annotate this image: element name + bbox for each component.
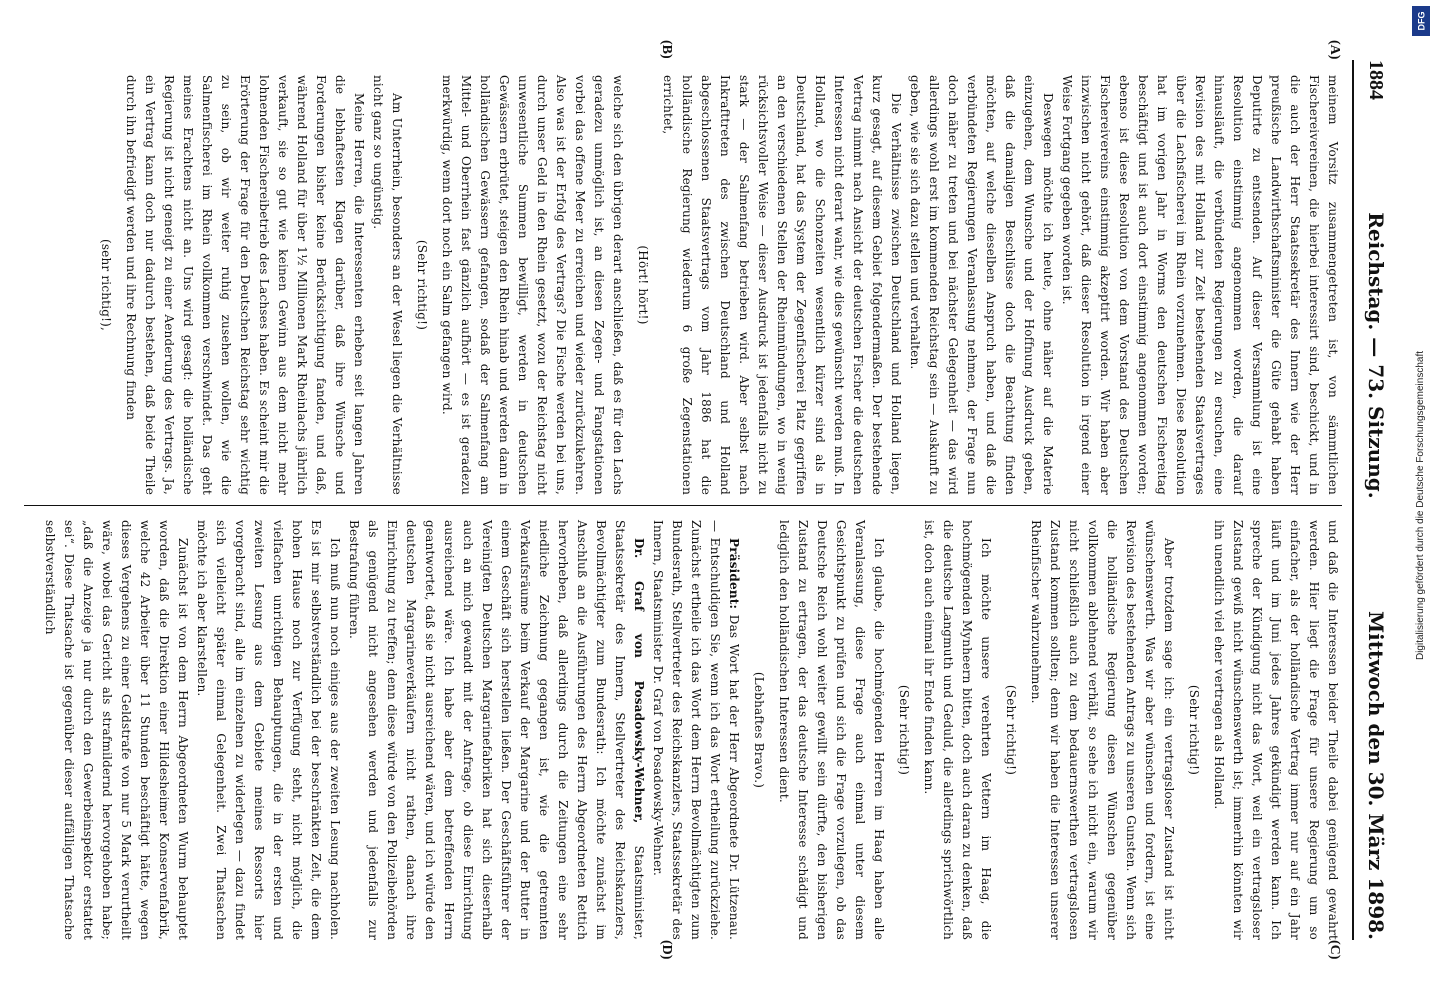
interjection-right-1: (Sehr richtig!): [1187, 684, 1201, 776]
digitization-credit-text: Digitalisierung gefördert durch die Deutsche Forschungsgemeinschaft: [1415, 350, 1427, 660]
interjection-sehr-richtig-end: (sehr richtig!),: [99, 238, 113, 332]
dfg-logo: DFG: [1412, 6, 1430, 36]
left-paragraph-1: meinem Vorsitz zusammengetreten ist, von sämmtlichen Fischereivereinen, die hierbei interessirt sind, beschickt, und in die auch der Herr Staatssekretär des Innern wie der Herr preußische Landwirthschaftsminister die Güte gehabt haben Deputirte zu entsenden. Auf dieser Versammlung ist eine Resolution einstimmig angenommen worden, die darauf hinausläuft, die verbündeten Regierungen zu ersuchen, eine Revision des mit Holland zur Zeit bestehenden Staatsvertrages über die Lachsfischerei im Rhein vorzunehmen. Diese Resolution hat im vorigen Jahr in Worms den deutschen Fischereitag beschäftigt und ist auch dort einstimmig angenommen worden; ebenso ist diese Resolution von dem Vorstand des Deutschen Fischereivereins einstimmig akzeptirt worden. Wir haben aber inzwischen nicht gehört, daß dieser Resolution in irgend einer Weise Fortgang gegeben worden ist.: [1060, 75, 1340, 495]
left-paragraph-2: Deswegen möchte ich heute, ohne näher auf die Materie einzugehen, dem Wunsche und der Hoffnung Ausdruck geben, daß die damaligen Beschlüsse doch die Beachtung finden möchten, auf welche dieselben Anspruch haben, und daß die verbündeten Regierungen Veranlassung nehmen, der Frage nun doch näher zu treten und bei nächster Gelegenheit — das wird allerdings wohl erst im kommenden Reichstag sein — Auskunft zu geben, wie sie sich dazu stellen und verhalten.: [908, 75, 1055, 495]
marker-a: (A): [1327, 40, 1342, 60]
marker-d: (D): [659, 940, 674, 960]
president-text: Das Wort hat der Herr Abgeordnete Dr. Lützenau. — Entschuldigen Sie, wenn ich das Wort ertheilung zurückziehe. Zunächst ertheile ich das Wort dem Herrn Bevollmächtigten zum Bundesrath, Stellvertreter des Reichskanzlers, Staatssekretär des Innern, Staatsminister Dr. Graf von Posadowsky-Wehner.: [651, 520, 741, 940]
interjection-bravo: (Lebhaftes Bravo.): [752, 671, 766, 789]
left-paragraph-4: welche sich den übrigen derart anschließen, daß es für den Lachs geradezu unmöglich ist, an diesen Zegen- und Fangstationen vorbei das offene Meer zu erreichen und wieder zurückzukehren. Also was ist der Erfolg des Vertrags? Die Fische werden bei uns, durch unser Geld in den Rhein gesetzt, wozu der Reichstag nicht unwesentliche Summen bewilligt, werden in deutschen Gewässern erbrütet, steigen den Rhein hinab und werden dann in holländischen Gewässern gefangen, sodaß der Salmenfang am Mittel- und Oberrhein fast gänzlich aufhört — es ist geradezu merkwürdig, wenn dort noch ein Salm gefangen wird.: [440, 75, 625, 495]
header-rule: [1352, 60, 1354, 940]
interjection-right-2: (Sehr richtig!): [1004, 684, 1018, 776]
left-paragraph-5: Am Unterrhein, besonders an der Wesel liegen die Verhältnisse nicht ganz so ungünstig.: [371, 75, 404, 495]
minister-text: Staatsminister, Staatssekretär des Innern, Stellvertreter des Reichskanzlers, Bevollmächtigter zum Bundesrath: Ich möchte zunächst im Anschluß an die Ausführungen des Herrn Abgeordneten Rettich hervorheben, daß allerdings durch die Zeitungen eine sehr niedliche Zeichnung gegangen ist, wie die getrennten Verkaufsräume beim Verkauf der Margarine und der Butter in einem Geschäft sich herstellen ließen. Der Geschäftsführer der Vereinigten Deutschen Margarinefabriken hat sich dieserhalb auch an mich gewandt mit der Anfrage, ob diese Einrichtung ausreichend wäre. Ich habe aber dem betreffenden Herrn geantwortet, daß sie nicht ausreichend wären, und ich würde den deutschen Margarineverkäufern nicht rathen, danach ihre Einrichtung zu treffen; denn diese würde von den Polizeibehörden als genügend nicht angesehen werden und jedenfalls zur Bestrafung führen.: [347, 520, 646, 940]
digitization-credit: [1412, 40, 1430, 970]
interjection-right-3: (Sehr richtig!): [897, 684, 911, 776]
left-paragraph-3: Die Verhältnisse zwischen Deutschland und Holland liegen, kurz gesagt, auf diesem Gebiet folgendermaßen. Der bestehende Vertrag nimmt nach Ansicht der deutschen Fischer die deutschen Interessen nicht derart wahr, wie dies gewünscht werden muß. In Holland, wo die Schonzeiten wesentlich kürzer sind als in Deutschland, hat das System der Zegenfischerei Platz gegriffen an den verschiedenen Stellen der Rheinmündungen, wo in wenig rücksichtsvoller Weise — dieser Ausdruck ist jedenfalls nicht zu stark — der Salmenfang betrieben wird. Aber selbst nach Inkrafttreten des zwischen Deutschland und Holland abgeschlossenen Staatsvertrags vom Jahr 1886 hat die holländische Regierung wiederum 6 große Zegenstationen errichtet,: [661, 75, 903, 495]
page-header: [1358, 60, 1394, 940]
column-divider: [24, 505, 1342, 506]
minister-speech: [344, 520, 648, 940]
right-paragraph-2: Aber trotzdem sage ich: ein vertragsloser Zustand ist nicht wünschenswerth. Was wir aber wünschen und fordern, ist eine Revision des bestehenden Antrags zu unseren Gunsten. Wenn sich die holländische Regierung diesen Wünschen gegenüber vollkommen ablehnend verhält, so sehe ich nicht ein, warum wir nicht schließlich auch zu dem bedauernswerthen vertragslosen Zustand kommen sollten; denn wir haben die Interessen unserer Rheinfischer wahrzunehmen.: [1029, 520, 1176, 940]
right-paragraph-4: Ich glaube, die hochmögenden Herren im Haag haben alle Veranlassung, diese Frage auch einmal unter diesem Gesichtspunkt zu prüfen und sich die Frage vorzulegen, ob das Deutsche Reich wohl weiter gewillt sein dürfte, den bisherigen Zustand zu ertragen, der das deutsche Interesse schädigt und lediglich den holländischen Interessen dient.: [777, 520, 886, 940]
marker-b: (B): [659, 40, 674, 59]
president-speech: [648, 520, 743, 940]
minister-name: Dr. Graf von Posadowsky-Wehner,: [632, 538, 646, 824]
minister-paragraph-3: Zunächst ist von dem Herrn Abgeordneten Wurm behauptet worden, daß die Direktion einer Hildesheimer Konservenfabrik, welche 42 Arbeiter über 11 Stunden beschäftigt hätte, wegen dieses Vergehens zu einer Geldstrafe von nur 5 Mark verurtheilt wäre, wobei das Gericht als strafmildernd hervorgehoben habe; „daß die Anzeige ja nur durch den Gewerbeinspektor erstattet sei“. Diese Thatsache ist gegenüber dieser auffälligen Thatsache selbstverständlich: [43, 520, 190, 940]
session-date: Mittwoch den 30. März 1898.: [1364, 610, 1388, 940]
right-paragraph-1: und daß die Interessen beider Theile dabei genügend gewahrt werden. Hier liegt die Frage für unsere Regierung um so einfacher, als der holländische Vertrag immer nur auf ein Jahr läuft und im Juni jedes Jahres gekündigt werden kann. Ich spreche der Kündigung nicht das Wort, weil ein vertragsloser Zustand gewiß nicht wünschenswerth ist; immerhin könnten wir ihn unendlich viel eher vertragen als Holland.: [1212, 520, 1340, 940]
president-label: Präsident:: [727, 538, 741, 610]
left-column: [24, 75, 1342, 495]
marker-c: (C): [1327, 940, 1342, 960]
session-title: Reichstag. — 73. Sitzung.: [1364, 212, 1388, 499]
left-paragraph-6: Meine Herren, die Interessenten erheben seit langen Jahren die lebhaftesten Klagen darüber, daß ihre Wünsche und Forderungen bisher keine Berücksichtigung fanden, und daß, während Holland für über 1½ Millionen Mark Rheinlachs jährlich verkauft, sie so gut wie keinen Gewinn aus dem nicht mehr lohnenden Fischereibetrieb des Lachses haben. Es scheint mir die Erörterung der Frage für den Deutschen Reichstag sehr wichtig zu sein, ob wir weiter ruhig zusehen wollen, wie die Salmenfischerei im Rhein vollkommen verschwindet. Das geht meines Erachtens nicht an. Uns wird gesagt: die holländische Regierung ist nicht geneigt zu einer Aenderung des Vertrags. Ja, ein Vertrag kann doch nur dadurch bestehen, daß beide Theile durch ihn befriedigt werden und ihre Rechnung finden: [124, 75, 366, 495]
minister-paragraph-2: Ich muß nun noch einiges aus der zweiten Lesung nachholen. Es ist mir selbstverständlich bei der beschränkten Zeit, die dem hohen Hause noch zur Verfügung steht, nicht möglich, die vielfachen unrichtigen Behauptungen, die in der ersten und zweiten Lesung aus dem Gebiete meines Ressorts hier vorgebracht sind, alle im einzelnen zu widerlegen — dazu findet sich vielleicht später einmal Gelegenheit. Zwei Thatsachen möchte ich aber klarstellen.: [195, 520, 342, 940]
right-paragraph-3: Ich möchte unsere verehrten Vettern im Haag, die hochmögenden Mynheern bitten, doch auch daran zu denken, daß die deutsche Langmuth und Geduld, die allerdings sprichwörtlich ist, doch auch einmal ihr Ende finden kann.: [922, 520, 993, 940]
page-number: 1884: [1365, 60, 1388, 100]
right-column: [24, 520, 1342, 940]
interjection-sehr-richtig: (Sehr richtig!): [415, 239, 429, 331]
interjection-hoert: (Hört! hört!): [636, 245, 650, 325]
